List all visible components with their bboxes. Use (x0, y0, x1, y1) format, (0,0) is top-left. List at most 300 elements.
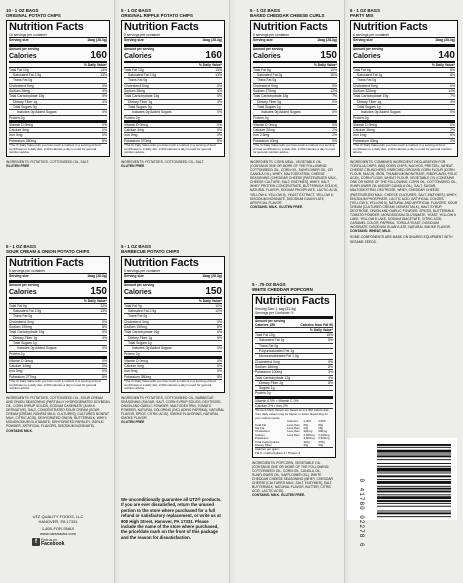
nutrient-label: Calcium 16mg (353, 128, 375, 133)
calories-value: 140 (438, 49, 455, 61)
daily-value-footnote: *The % Daily Value tells you how much a nutrient in a serving of food contributes to a daily diet. 2,000 calories a day is used for general nutrition advice. (353, 143, 452, 155)
nutrition-facts-panel (6, 256, 110, 393)
product-heading (350, 8, 458, 18)
nutrient-row (353, 116, 455, 123)
nutrient-label: Total Fat 10g (124, 67, 144, 72)
nutrient-label: Sodium 190mg (124, 325, 147, 330)
calories-value: 160 (90, 49, 107, 61)
product-panel-2 (121, 8, 225, 168)
calories-per-gram-values: Fat 9 • Carbohydrate 4 • Protein 4 (255, 450, 300, 455)
table-cell: Potassium (255, 436, 269, 441)
serving-size: Serving size 1bag (28.3g) (9, 38, 107, 46)
nutrient-dv: 13% (100, 309, 107, 314)
nutrient-dv: 2% (332, 128, 337, 133)
ingredients: INGREDIENTS: POTATOES, COTTONSEED OIL, SALT. (121, 159, 205, 164)
nutrient-label: Sodium 95mg (9, 89, 30, 94)
nutrient-label: Includes 0g Added Sugars (132, 346, 172, 351)
product-heading (6, 244, 110, 254)
nutrient-dv: 0% (102, 358, 107, 363)
nutrient-dv: 5% (217, 94, 222, 99)
allergen-statement: GLUTEN FREE (121, 420, 145, 425)
allergen-statement: CONTAINS: WHEAT, MILK. (350, 229, 392, 234)
nutrient-label: Iron 0mg (124, 369, 138, 374)
product-name: ORIGINAL POTATO CHIPS (6, 13, 61, 18)
nutrient-label: Includes 0g Added Sugars (261, 110, 301, 115)
nutrient-dv: 0% (217, 369, 222, 374)
nutrient-dv: 5% (102, 330, 107, 335)
nutrient-label: Dietary Fiber 0g (257, 99, 282, 104)
nutrient-label: Saturated Fat 1g (259, 338, 285, 343)
nutrient-label: Polyunsaturated Fat 1g (259, 349, 295, 354)
nutrient-dv: 4% (217, 99, 222, 104)
ingredients: INGREDIENTS: POTATOES, COTTONSEED OIL, SOUR CREAM AND ONION SEASONING (PARTIALLY HYDROGENATED SOYBEAN OIL, CORN SYRUP SOLIDS, SODIUM CASEINATE (A MILK DERIVATIVE), SALT, CONCENTRATED SOUR CREAM (SOUR CREAM [CREAM, NONFAT MILK, CULTURES], CULTURED NONFAT MILK, CITRIC ACID), DEHYDRATED ONION, BUTTERMILK, WHEY, MONOSODIUM GLUTAMATE, DEHYDRATED PARSLEY, GARLIC POWDER, ARTIFICIAL FLAVORS, DISODIUM INOSINATE). (6, 395, 110, 429)
nutrient-label: Trans Fat 0g (13, 314, 33, 319)
popcorn-section (252, 282, 338, 497)
ingredients: INGREDIENTS: COMBINED INGREDIENT DECLARATION FOR: TORTILLA CHIPS, BBQ CORN CHIPS, NACHOS, PRETZEL, WHEAT CHEESE CRUNCHERS. ENRICHED GROUND CORN FLOUR (CORN FLOUR, NIACIN, IRON, THIAMIN MONONITRATE, RIBOFLAVIN, FOLIC ACID), CORN FLOUR, WHEAT FLOUR, VEGETABLE OIL (CONTAINS ONE OR MORE OF THE FOLLOWING: CORN OIL, COTTONSEED OIL, SUNFLOWER OIL AND/OR CANOLA OIL), SALT, SUGAR, MALTODEXTRIN, DEXTROSE, WHEY, CHEDDAR CHEESE (PASTEURIZED MILK, CHEESE CULTURES, SALT, ENZYMES), WHEY, DISODIUM PHOSPHATE, LACTIC ACID, ARTIFICIAL COLORS (YELLOW 6, YELLOW 5), NATURAL AND ARTIFICIAL FLAVORS, SOUR CREAM (CULTURED CREAM, NONFAT MILK), MALT SYRUP, DEXTROSE, ONION AND GARLIC POWDER, SPICES, BUTTERMILK, TOMATO POWDER, MONOSODIUM GLUTAMATE, YEAST, YELLOW 6 LAKE, YELLOW 5 LAKE, SODIUM DIACETATE, CITRIC ACID, CARAMEL COLOR, PAPRIKA, TORULA YEAST, DISODIUM INOSINATE, DISODIUM GUANYLATE, NATURAL SMOKE FLAVOR. (350, 159, 458, 230)
product-panel-6 (121, 244, 225, 424)
table-cell: Less than (287, 432, 300, 437)
nutrient-label: Iron 1mg (353, 133, 367, 138)
nutrient-label: Dietary Fiber 1g (128, 99, 153, 104)
serving-size: Serving size 1bag (28.3g) (9, 274, 107, 282)
nutrient-label: Total Sugars 1g (257, 104, 281, 109)
company-website[interactable]: www.utzsnacks.com (39, 531, 76, 536)
nutrient-label: Total Sugars 1g (128, 340, 152, 345)
nutrient-dv: 0% (332, 83, 337, 88)
amount-per-serving: Amount per serving (353, 46, 384, 51)
nutrient-label: Total Carbohydrate 15g (124, 94, 160, 99)
nutrient-dv: 0% (450, 122, 455, 127)
nutrient-label: Saturated Fat 2.5g (13, 309, 42, 314)
nutrient-dv: 13% (215, 67, 222, 72)
nutrient-dv: 13% (100, 73, 107, 78)
calories-row: Calories 150 (253, 49, 337, 61)
nutrient-row (255, 391, 333, 398)
nutrition-facts-panel (121, 256, 225, 393)
calories-row: Calories 160 (9, 49, 107, 61)
nutrient-label: Calcium 14mg (9, 364, 31, 369)
nutrient-label: Calcium 0mg (124, 364, 144, 369)
nutrient-label: Saturated Fat 2.5g (13, 73, 42, 78)
nutrient-label: Total Carbohydrate 18g (253, 94, 289, 99)
barcode-bar (377, 481, 451, 484)
nutrient-dv: 8% (217, 325, 222, 330)
nutrition-facts-title: Nutrition Facts (124, 21, 199, 33)
allergen-statement: GLUTEN FREE (121, 163, 145, 168)
ingredients: INGREDIENTS: CORN MEAL, VEGETABLE OIL (CONTAINS ONE OR MORE OF THE FOLLOWING: COTTONSEED OIL, CORN OIL, SUNFLOWER OIL, OR CANOLA OIL), WHEY, MALTODEXTRIN, CHEESE SEASONING (CHEDDAR CHEESE [PASTEURIZED MILK, CHEESE CULTURE, SALT, ENZYMES], WHEY, SALT, WHEY PROTEIN CONCENTRATE, BUTTERMILK SOLIDS, NATURAL FLAVOR, SODIUM PHOSPHATE, LACTIC ACID, YELLOW 6, YELLOW 5), YEAST EXTRACT, YELLOW 6, DISODIUM INOSINATE, DISODIUM GUANYLATE, ARTIFICIAL FLAVOR. (250, 159, 338, 205)
barcode-bar (377, 463, 451, 464)
nutrient-dv: 8% (217, 138, 222, 143)
table-cell: Total Fat (255, 422, 267, 427)
product-panel-5 (6, 244, 110, 433)
bag-count: 10 - 1 OZ BAGS (6, 8, 39, 13)
nutrient-label: Iron 0.5mg (253, 133, 270, 138)
product-name: BARBECUE POTATO CHIPS (121, 249, 180, 254)
nutrient-label: Iron 0mg (124, 133, 138, 138)
table-cell: 80g (318, 422, 324, 427)
table-cell: 65g (303, 422, 309, 427)
nutrient-label: Total Carbohydrate 16g (124, 330, 160, 335)
nutrient-dv: 0% (102, 128, 107, 133)
nutrient-dv: 5% (450, 73, 455, 78)
nutrient-label: Total Sugars 0g (13, 104, 37, 109)
nutrient-dv: 0% (102, 133, 107, 138)
table-cell: 3,500mg (318, 436, 330, 441)
popcorn-heading: 5 - .75 OZ BAGS WHITE CHEDDAR POPCORN (252, 282, 313, 292)
find-us-label: Find us on (41, 538, 57, 542)
nutrient-label: Trans Fat 0g (257, 78, 277, 83)
popcorn-ingredients: INGREDIENTS: POPCORN, VEGETABLE OIL (CONTAINS ONE OR MORE OF THE FOLLOWING: COTTONSEED OIL, CORN OIL, CANOLA OIL, SUNFLOWER OIL, SAFFLOWER OIL), WHITE CHEDDAR CHEESE SEASONING (WHEY, CHEDDAR CHEESE [CULTURED MILK, SALT, ENZYMES], SALT, BUTTERMILK, NATURAL FLAVOR, BUTTER, CITRIC ACID, LACTIC ACID). (252, 460, 333, 494)
facebook-link[interactable] (8, 538, 108, 547)
nutrient-dv: 0% (217, 110, 222, 115)
nutrient-dv: 10% (330, 73, 337, 78)
product-panel-3 (250, 8, 340, 209)
nutrient-label: Sodium 95mg (124, 89, 145, 94)
table-cell: Sodium (255, 432, 265, 437)
nutrition-facts-panel (250, 20, 340, 157)
facebook-icon: f (32, 538, 40, 546)
nutrient-dv: 2% (450, 128, 455, 133)
nutrient-label: Potassium 380mg (124, 374, 152, 379)
table-cell: 25g (303, 442, 309, 447)
barcode-bar (377, 444, 451, 446)
barcode-bar (377, 512, 451, 514)
nutrient-dv: 6% (450, 133, 455, 138)
table-cell: 2,400mg (303, 432, 315, 437)
daily-value-footnote: *The % Daily Value tells you how much a nutrient in a serving of food contributes to a daily diet. 2,000 calories a day is used for general nutrition advice. (124, 143, 216, 155)
equipment-note: SOME COMPONENTS ARE MADE ON SHARED EQUIPMENT WITH SESAME SEEDS. (350, 235, 453, 244)
facebook-label: Facebook (41, 541, 65, 548)
barcode-bar (377, 479, 451, 480)
nutrient-dv: 8% (102, 138, 107, 143)
product-panel-1 (6, 8, 110, 168)
product-panel-4 (350, 8, 458, 244)
nutrient-label: Trans Fat 0g (128, 314, 148, 319)
nutrient-dv: 0% (450, 110, 455, 115)
nutrition-facts-title: Nutrition Facts (353, 21, 428, 33)
nutrition-facts-title: Nutrition Facts (9, 257, 84, 269)
nutrient-dv: 0% (332, 99, 337, 104)
servings-per-container: 5 servings per container (124, 269, 222, 274)
nutrient-dv: 2% (102, 364, 107, 369)
barcode-bar (377, 473, 451, 474)
nutrient-dv: 12% (330, 89, 337, 94)
nutrient-dv: 7% (450, 94, 455, 99)
nutrient-label: Sodium 190mg (9, 325, 32, 330)
nutrient-label: Potassium 40mg (353, 138, 379, 143)
nutrient-dv: 0% (450, 138, 455, 143)
nutrient-label: Protein 2g (255, 391, 271, 396)
nutrient-dv: 8% (102, 325, 107, 330)
table-cell: 300mg (303, 429, 313, 434)
nutrient-label: Total Carbohydrate 19g (353, 94, 389, 99)
nutrient-label: Includes 0g Added Sugars (17, 110, 57, 115)
barcode-bar (377, 506, 451, 507)
nutrient-label: Cholesterol 0mg (9, 319, 34, 324)
calories-value: 150 (205, 285, 222, 297)
calories-row: Calories 140 (353, 49, 455, 61)
table-cell: 3,500mg (303, 436, 315, 441)
servings-per-container: 6 servings per container (353, 33, 455, 38)
allergen-statement: GLUTEN FREE (6, 163, 30, 168)
daily-values-table (255, 420, 333, 447)
table-cell: Total Carbohydrate (255, 439, 280, 444)
nutrient-dv: 0% (217, 358, 222, 363)
barcode-bar (377, 491, 451, 493)
nutrition-facts-panel (350, 20, 458, 157)
nutrient-label: Sodium 320mg (353, 89, 376, 94)
nutrient-label: Protein 2g (353, 115, 369, 120)
nutrient-label: Potassium 370mg (124, 138, 152, 143)
nutrient-label: Total Fat 8g (253, 67, 271, 72)
servings-per-container: 10 servings per container (9, 33, 107, 38)
nutrient-label: Total Carbohydrate 12g (255, 375, 291, 380)
nutrient-dv: 14% (448, 89, 455, 94)
product-heading (250, 8, 340, 18)
product-name: SOUR CREAM & ONION POTATO CHIPS (6, 249, 90, 254)
daily-value-header: % Daily Value* (255, 328, 333, 333)
nutrient-label: Dietary Fiber 1g (13, 99, 38, 104)
nutrient-label: Cholesterol 0mg (9, 83, 34, 88)
calories: Calories 150 (255, 322, 275, 327)
nutrient-label: Includes 0g Added Sugars (132, 110, 172, 115)
barcode-bar (377, 475, 451, 477)
nutrient-label: Total Carbohydrate 15g (9, 94, 45, 99)
amount-per-serving: Amount per serving (124, 282, 155, 287)
minerals-line: Calcium 2% • Iron 2% (255, 404, 288, 409)
barcode-bar (377, 454, 451, 455)
nutrient-dv: 0% (450, 83, 455, 88)
nutrient-label: Total Carbohydrate 15g (9, 330, 45, 335)
nutrient-label: Monounsaturated Fat 1.5g (259, 354, 299, 359)
serving-size: Serving size 1bag (28.3g) (253, 38, 337, 46)
nutrient-dv: 0% (332, 138, 337, 143)
daily-value-footnote: *The % Daily Value tells you how much a nutrient in a serving of food contributes to a daily diet. 2,000 calories a day is used for general nutrition advice. (9, 379, 101, 391)
nutrient-label: Saturated Fat 1g (357, 73, 383, 78)
product-name: ORIGINAL RIPPLE POTATO CHIPS (121, 13, 193, 18)
vitamins-line: Vitamin A 0% • Vitamin C 0% (255, 398, 299, 403)
nutrient-label: Trans Fat 0g (128, 78, 148, 83)
allergen-statement: CONTAINS: MILK. GLUTEN FREE. (250, 204, 304, 209)
calories-from-fat: Calories from Fat 90 (300, 322, 333, 327)
nutrient-dv: 5% (217, 335, 222, 340)
nutrient-label: Potassium 40mg (253, 138, 279, 143)
nutrient-label: Cholesterol 0mg (253, 83, 278, 88)
nutrient-label: Dietary Fiber 1g (357, 99, 382, 104)
nutrient-label: Protein 2g (9, 351, 25, 356)
bag-count: 5 - 1 OZ BAGS (6, 244, 37, 249)
nutrition-facts-panel (6, 20, 110, 157)
allergen-statement: CONTAINS MILK. (6, 428, 33, 433)
daily-value-header: % Daily Value* (9, 299, 107, 304)
nutrient-dv: 4% (450, 99, 455, 104)
nutrient-label: Vitamin D 0mcg (9, 358, 33, 363)
table-cell: 300g (303, 439, 310, 444)
table-cell: Calories: (287, 419, 299, 424)
table-cell: Less than (287, 425, 300, 430)
nutrient-dv: 0% (217, 133, 222, 138)
nutrient-label: Vitamin D 0mcg (124, 122, 148, 127)
nutrient-dv: 0% (217, 83, 222, 88)
nutrient-dv: 0% (332, 110, 337, 115)
nutrient-label: Cholesterol 0mg (255, 359, 280, 364)
servings-per-container: 5 servings per container (124, 33, 222, 38)
nutrient-dv: 12% (215, 303, 222, 308)
barcode-bar (377, 488, 451, 490)
nutrient-dv: 0% (217, 128, 222, 133)
nutrient-dv: 0% (102, 110, 107, 115)
nutrient-row (9, 116, 107, 123)
guarantee-text: We unconditionally guarantee all UTZ® products. If you are ever dissatisfied, return the unused portion to the store where purchased for a full refund or satisfactory replacement, or write us at 900 High Street, Hanover, PA 17331. Please include the name of the store where purchased, the price/date mark on the front of this package and the reason for dissatisfaction. (121, 497, 222, 540)
nutrient-row (124, 116, 222, 123)
nutrient-dv: 0% (217, 364, 222, 369)
serving-size: Serving size 1bag (28.3g) (124, 274, 222, 282)
servings-per-container: 5 servings per container (9, 269, 107, 274)
nutrient-label: Total Fat 9g (124, 303, 142, 308)
product-heading (121, 8, 225, 18)
table-cell: 2,500 (318, 419, 326, 424)
product-heading (6, 8, 110, 18)
nutrient-dv: 12% (215, 309, 222, 314)
table-cell: 375g (318, 439, 325, 444)
nutrient-label: Trans Fat 0g (357, 78, 377, 83)
servings-per-container: Servings per Container: 5 (255, 311, 333, 318)
table-cell: 300mg (318, 429, 328, 434)
daily-value-header: % Daily Value* (124, 63, 222, 68)
nutrient-label: Dietary Fiber 1g (128, 335, 153, 340)
calories-value: 160 (205, 49, 222, 61)
nutrient-dv: 0% (102, 83, 107, 88)
nutrient-label: Saturated Fat 2.5g (128, 309, 157, 314)
nutrient-label: Total Fat 10g (9, 67, 29, 72)
daily-value-header: % Daily Value* (9, 63, 107, 68)
nutrient-dv: 0% (332, 122, 337, 127)
nutrient-dv: 0% (217, 122, 222, 127)
table-cell: 2,400mg (318, 432, 330, 437)
nutrient-label: Protein 2g (124, 115, 140, 120)
table-cell: Less than (287, 422, 300, 427)
nutrient-row (9, 352, 107, 359)
nutrient-dv: 10% (330, 67, 337, 72)
nutrient-label: Total Fat 6g (353, 67, 371, 72)
nutrient-dv: 5% (102, 94, 107, 99)
barcode-bar (377, 500, 451, 502)
nutrient-label: Potassium 100mg (255, 370, 283, 375)
nutrient-dv: 3% (328, 370, 333, 375)
nutrient-label: Cholesterol 0mg (353, 83, 378, 88)
amount-per-serving: Amount per serving (124, 46, 155, 51)
barcode-bar (377, 516, 451, 517)
calories-row: Calories 160 (124, 49, 222, 61)
nutrient-label: Sodium 180mg (255, 364, 278, 369)
nutrient-dv: 4% (102, 89, 107, 94)
company-info (8, 514, 108, 547)
serving-size: Serving size 1bag (28.3g) (353, 38, 455, 46)
nutrient-label: Includes 0g Added Sugars (361, 110, 401, 115)
bag-count: 5 - 1 OZ BAGS (250, 8, 281, 13)
bag-count: 5 - 1 OZ BAGS (121, 8, 152, 13)
nutrient-label: Total Fat 9g (9, 303, 27, 308)
nutrient-dv: 6% (217, 330, 222, 335)
amount-per-serving: Amount per serving (9, 46, 40, 51)
nutrition-facts-title: Nutrition Facts (253, 21, 328, 33)
product-name: BAKED CHEDDAR CHEESE CURLS (250, 13, 325, 18)
ingredients: INGREDIENTS: POTATOES, COTTONSEED OIL, SALT. (6, 159, 90, 164)
daily-value-footnote: *The % Daily Value tells you how much a nutrient in a serving of food contributes to a daily diet. 2,000 calories a day is used for general nutrition advice. (253, 143, 336, 155)
nutrient-dv: 8% (328, 364, 333, 369)
table-cell: Sat Fat (255, 425, 265, 430)
nutrient-label: Trans Fat 0g (13, 78, 33, 83)
nutrient-dv: 13% (215, 73, 222, 78)
table-cell: 25g (318, 425, 324, 430)
daily-value-header: % Daily Value* (353, 63, 455, 68)
company-name: UTZ QUALITY FOODS, LLC (32, 514, 84, 519)
nutrient-label: Cholesterol 0mg (124, 83, 149, 88)
serving-size: Serving Size: 1 bag (21.3g) (255, 307, 297, 311)
company-address: HANOVER, PA 17331 (38, 519, 78, 524)
nutrient-label: Sugars 1g (259, 386, 275, 391)
nutrient-dv: 4% (328, 375, 333, 380)
nutrient-label: Calcium 4mg (9, 128, 29, 133)
calories-value: 150 (90, 285, 107, 297)
nutrient-label: Potassium 380mg (9, 138, 37, 143)
popcorn-nutrition-facts (252, 294, 336, 458)
calories-row: Calories 150 (9, 285, 107, 297)
nutrient-dv: 0% (102, 369, 107, 374)
nutrition-facts-title: Nutrition Facts (9, 21, 84, 33)
product-heading (121, 244, 225, 254)
barcode-bar (377, 503, 451, 504)
nutrient-dv: 8% (328, 380, 333, 385)
nutrient-label: Vitamin D 0mcg (353, 122, 377, 127)
serving-size: Serving size 1bag (28.3g) (124, 38, 222, 46)
barcode-bar (377, 468, 451, 472)
table-cell: 20g (303, 425, 309, 430)
barcode-bar (377, 494, 451, 495)
nutrient-dv: 0% (328, 359, 333, 364)
nutrient-label: Includes 0g Added Sugars (17, 346, 57, 351)
nutrient-label: Total Sugars 1g (13, 340, 37, 345)
nutrient-label: Total Fat 10g (255, 333, 275, 338)
nutrient-row (253, 116, 337, 123)
nutrient-label: Potassium 377mg (9, 374, 37, 379)
nutrient-dv: 5% (328, 338, 333, 343)
upc-barcode (347, 438, 457, 548)
barcode-bar (377, 466, 451, 467)
nutrient-dv: 0% (102, 319, 107, 324)
daily-value-header: % Daily Value* (253, 63, 337, 68)
nutrient-dv: 12% (100, 303, 107, 308)
nutrient-label: Dietary Fiber 2g (259, 380, 284, 385)
nutrition-facts-title: Nutrition Facts (255, 295, 330, 307)
barcode-bar (377, 447, 451, 448)
nutrient-label: Calcium 20mg (253, 128, 275, 133)
amount-per-serving: Amount per serving (255, 318, 286, 323)
nutrient-label: Saturated Fat 2g (257, 73, 283, 78)
nutrient-label: Dietary Fiber 1g (13, 335, 38, 340)
barcode-bar (377, 450, 451, 453)
amount-per-serving: Amount per serving (253, 46, 284, 51)
barcode-bar (377, 455, 451, 457)
nutrient-dv: 0% (102, 346, 107, 351)
barcode-digits: 0 41780 02278 6 (358, 478, 365, 548)
table-cell: Less than (287, 429, 300, 434)
bag-count: 6 - 1 OZ BAGS (350, 8, 381, 13)
table-cell: Dietary Fiber (255, 442, 272, 447)
nutrient-label: Calcium 4mg (124, 128, 144, 133)
nutrient-dv: 8% (217, 374, 222, 379)
amount-per-serving: Amount per serving (9, 282, 40, 287)
